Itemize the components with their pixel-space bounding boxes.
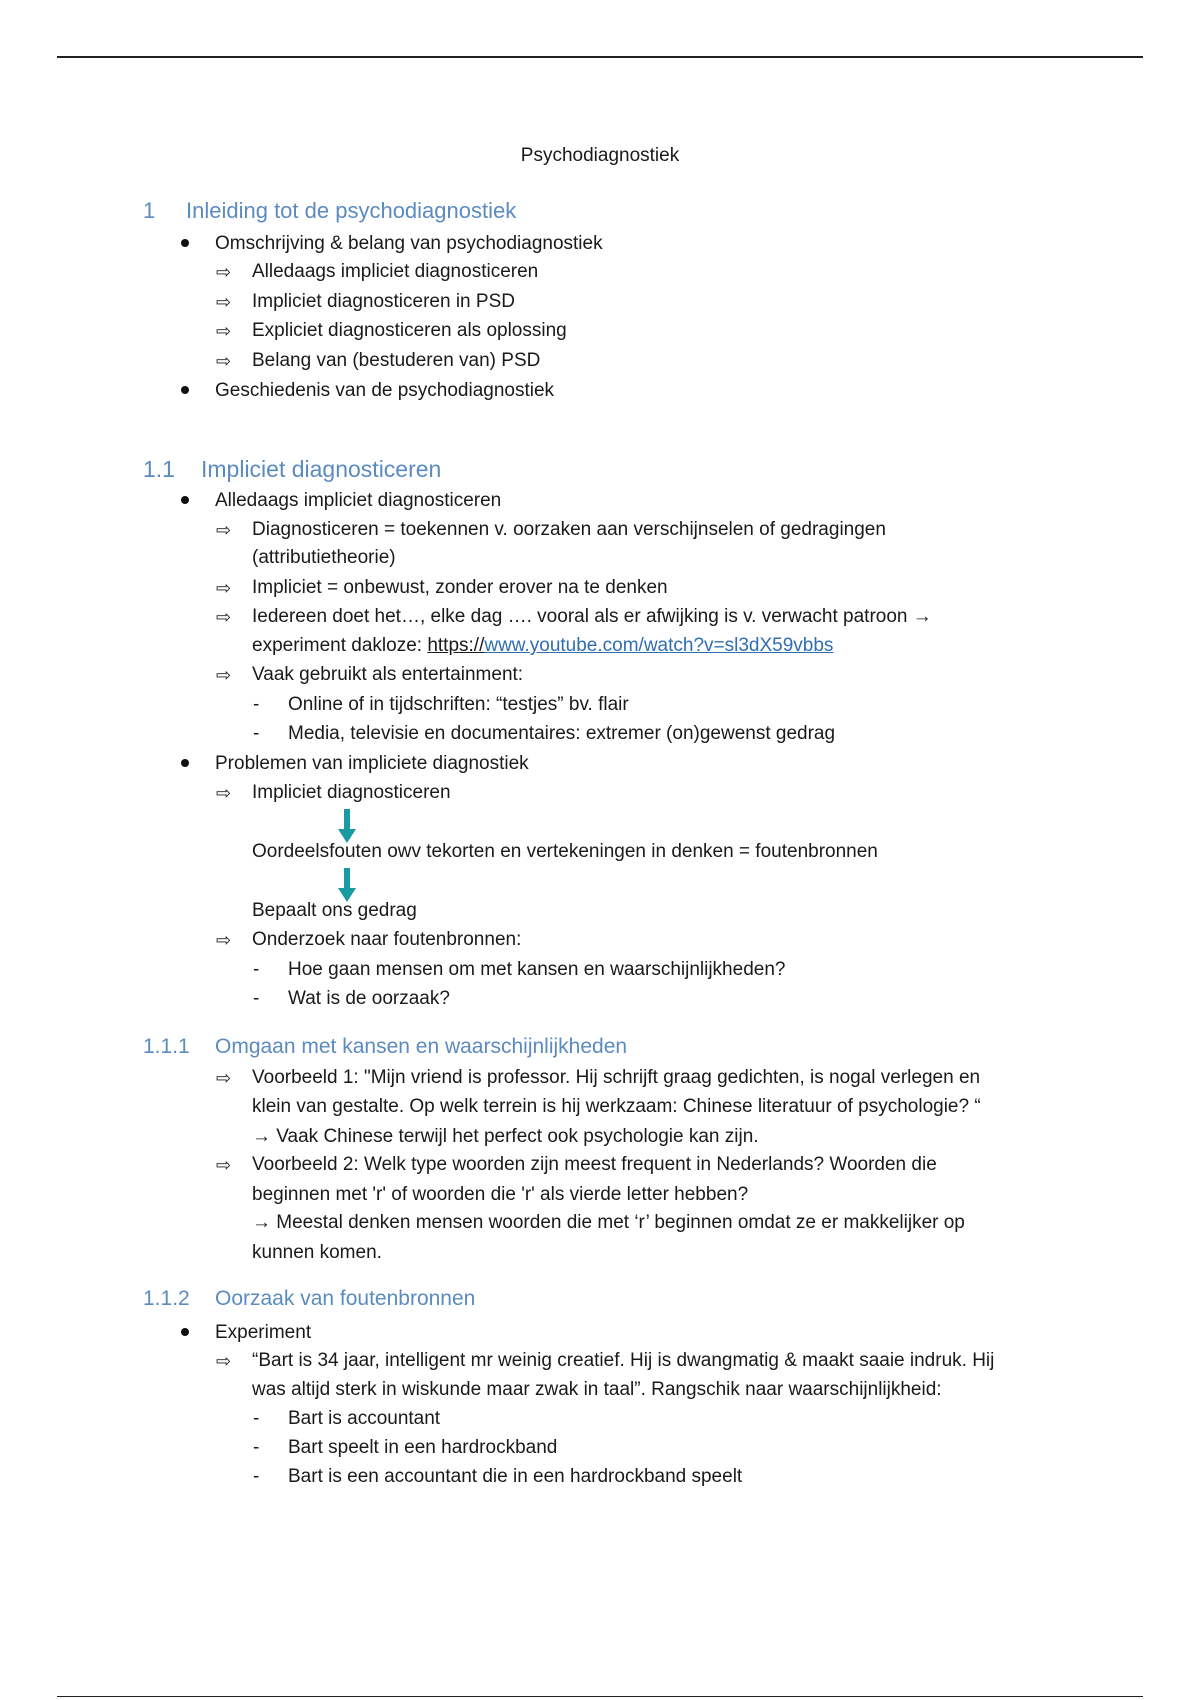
list-item-continuation: klein van gestalte. Op welk terrein is hij werkzaam: Chinese literatuur of psychologie? “ bbox=[252, 1096, 981, 1117]
section-title: Impliciet diagnosticeren bbox=[201, 456, 442, 482]
bullet-icon bbox=[181, 490, 191, 500]
down-arrow-icon bbox=[338, 868, 356, 904]
list-item-continuation: (attributietheorie) bbox=[252, 547, 396, 568]
arrow-bullet-icon: ⇨ bbox=[216, 607, 232, 627]
section-number: 1.1.1 bbox=[143, 1035, 190, 1058]
section-number: 1.1 bbox=[143, 456, 175, 482]
list-item-continuation: → Meestal denken mensen woorden die met ‘r’ beginnen omdat ze er makkelijker op bbox=[252, 1212, 965, 1233]
list-item-continuation: was altijd sterk in wiskunde maar zwak in taal”. Rangschik naar waarschijnlijkheid: bbox=[252, 1379, 942, 1400]
list-item: Expliciet diagnosticeren als oplossing bbox=[252, 320, 567, 341]
list-item: Wat is de oorzaak? bbox=[288, 988, 450, 1009]
list-item: “Bart is 34 jaar, intelligent mr weinig creatief. Hij is dwangmatig & maakt saaie indruk. Hij bbox=[252, 1350, 995, 1371]
dash-bullet-icon: - bbox=[253, 988, 260, 1009]
arrow-bullet-icon: ⇨ bbox=[216, 321, 232, 341]
dash-bullet-icon: - bbox=[253, 694, 260, 715]
dash-bullet-icon: - bbox=[253, 1466, 260, 1487]
bullet-icon bbox=[181, 1322, 191, 1332]
arrow-bullet-icon: ⇨ bbox=[216, 351, 232, 371]
arrow-bullet-icon: ⇨ bbox=[216, 292, 232, 312]
down-arrow-icon bbox=[338, 809, 356, 845]
top-rule bbox=[57, 56, 1143, 58]
arrow-bullet-icon: ⇨ bbox=[216, 665, 232, 685]
arrow-bullet-icon: ⇨ bbox=[216, 930, 232, 950]
list-item: Bart is een accountant die in een hardrockband speelt bbox=[288, 1466, 743, 1487]
arrow-bullet-icon: ⇨ bbox=[216, 520, 232, 540]
flow-step: Bepaalt ons gedrag bbox=[252, 900, 417, 921]
section-1-1-2-heading bbox=[143, 1287, 475, 1311]
list-item: Experiment bbox=[215, 1322, 312, 1343]
list-item: Impliciet diagnosticeren in PSD bbox=[252, 291, 515, 312]
dash-bullet-icon: - bbox=[253, 1437, 260, 1458]
list-item: Geschiedenis van de psychodiagnostiek bbox=[215, 380, 555, 401]
list-item: Bart is accountant bbox=[288, 1408, 441, 1429]
list-item: Online of in tijdschriften: “testjes” bv. flair bbox=[288, 694, 629, 715]
list-item: Bart speelt in een hardrockband bbox=[288, 1437, 558, 1458]
bullet-icon bbox=[181, 380, 191, 390]
document-title: Psychodiagnostiek bbox=[520, 145, 680, 166]
section-title: Inleiding tot de psychodiagnostiek bbox=[186, 198, 517, 223]
dash-bullet-icon: - bbox=[253, 959, 260, 980]
link-prefix-text: experiment dakloze: bbox=[252, 635, 428, 656]
list-item: Omschrijving & belang van psychodiagnostiek bbox=[215, 233, 603, 254]
list-item: Voorbeeld 1: "Mijn vriend is professor. Hij schrijft graag gedichten, is nogal verlegen en bbox=[252, 1067, 981, 1088]
list-item: Media, televisie en documentaires: extremer (on)gewenst gedrag bbox=[288, 723, 836, 744]
list-item: Belang van (bestuderen van) PSD bbox=[252, 350, 541, 371]
arrow-bullet-icon: ⇨ bbox=[216, 262, 232, 282]
arrow-bullet-icon: ⇨ bbox=[216, 578, 232, 598]
dash-bullet-icon: - bbox=[253, 723, 260, 744]
arrow-bullet-icon: ⇨ bbox=[216, 1155, 232, 1175]
bullet-icon bbox=[181, 233, 191, 243]
section-1-heading bbox=[143, 198, 516, 224]
list-item: Diagnosticeren = toekennen v. oorzaken aan verschijnselen of gedragingen bbox=[252, 519, 886, 540]
list-item: Vaak gebruikt als entertainment: bbox=[252, 664, 524, 685]
list-item: Problemen van impliciete diagnostiek bbox=[215, 753, 529, 774]
section-1-1-1-heading bbox=[143, 1035, 627, 1059]
bottom-rule bbox=[57, 1696, 1143, 1697]
arrow-bullet-icon: ⇨ bbox=[216, 1351, 232, 1371]
list-item: Hoe gaan mensen om met kansen en waarschijnlijkheden? bbox=[288, 959, 786, 980]
arrow-bullet-icon: ⇨ bbox=[216, 783, 232, 803]
dash-bullet-icon: - bbox=[253, 1408, 260, 1429]
list-item: Impliciet diagnosticeren bbox=[252, 782, 451, 803]
youtube-link[interactable]: www.youtube.com/watch?v=sl3dX59vbbs bbox=[484, 635, 834, 656]
youtube-link-scheme[interactable]: https:// bbox=[427, 635, 485, 656]
list-item: Iedereen doet het…, elke dag …. vooral als er afwijking is v. verwacht patroon → bbox=[252, 606, 932, 627]
bullet-icon bbox=[181, 753, 191, 763]
list-item-continuation: kunnen komen. bbox=[252, 1242, 382, 1263]
list-item-continuation: → Vaak Chinese terwijl het perfect ook psychologie kan zijn. bbox=[252, 1126, 759, 1147]
section-number: 1.1.2 bbox=[143, 1287, 190, 1310]
list-item-continuation: beginnen met 'r' of woorden die 'r' als vierde letter hebben? bbox=[252, 1184, 749, 1205]
section-title: Omgaan met kansen en waarschijnlijkheden bbox=[215, 1035, 628, 1058]
flow-step: Oordeelsfouten owv tekorten en vertekeningen in denken = foutenbronnen bbox=[252, 841, 878, 862]
arrow-bullet-icon: ⇨ bbox=[216, 1068, 232, 1088]
list-item: Alledaags impliciet diagnosticeren bbox=[215, 490, 502, 511]
list-item: Impliciet = onbewust, zonder erover na te denken bbox=[252, 577, 668, 598]
list-item-continuation bbox=[252, 635, 833, 657]
list-item: Alledaags impliciet diagnosticeren bbox=[252, 261, 539, 282]
section-number: 1 bbox=[143, 198, 156, 223]
section-1-1-heading bbox=[143, 456, 441, 483]
section-title: Oorzaak van foutenbronnen bbox=[215, 1287, 476, 1310]
list-item: Onderzoek naar foutenbronnen: bbox=[252, 929, 522, 950]
list-item: Voorbeeld 2: Welk type woorden zijn meest frequent in Nederlands? Woorden die bbox=[252, 1154, 937, 1175]
